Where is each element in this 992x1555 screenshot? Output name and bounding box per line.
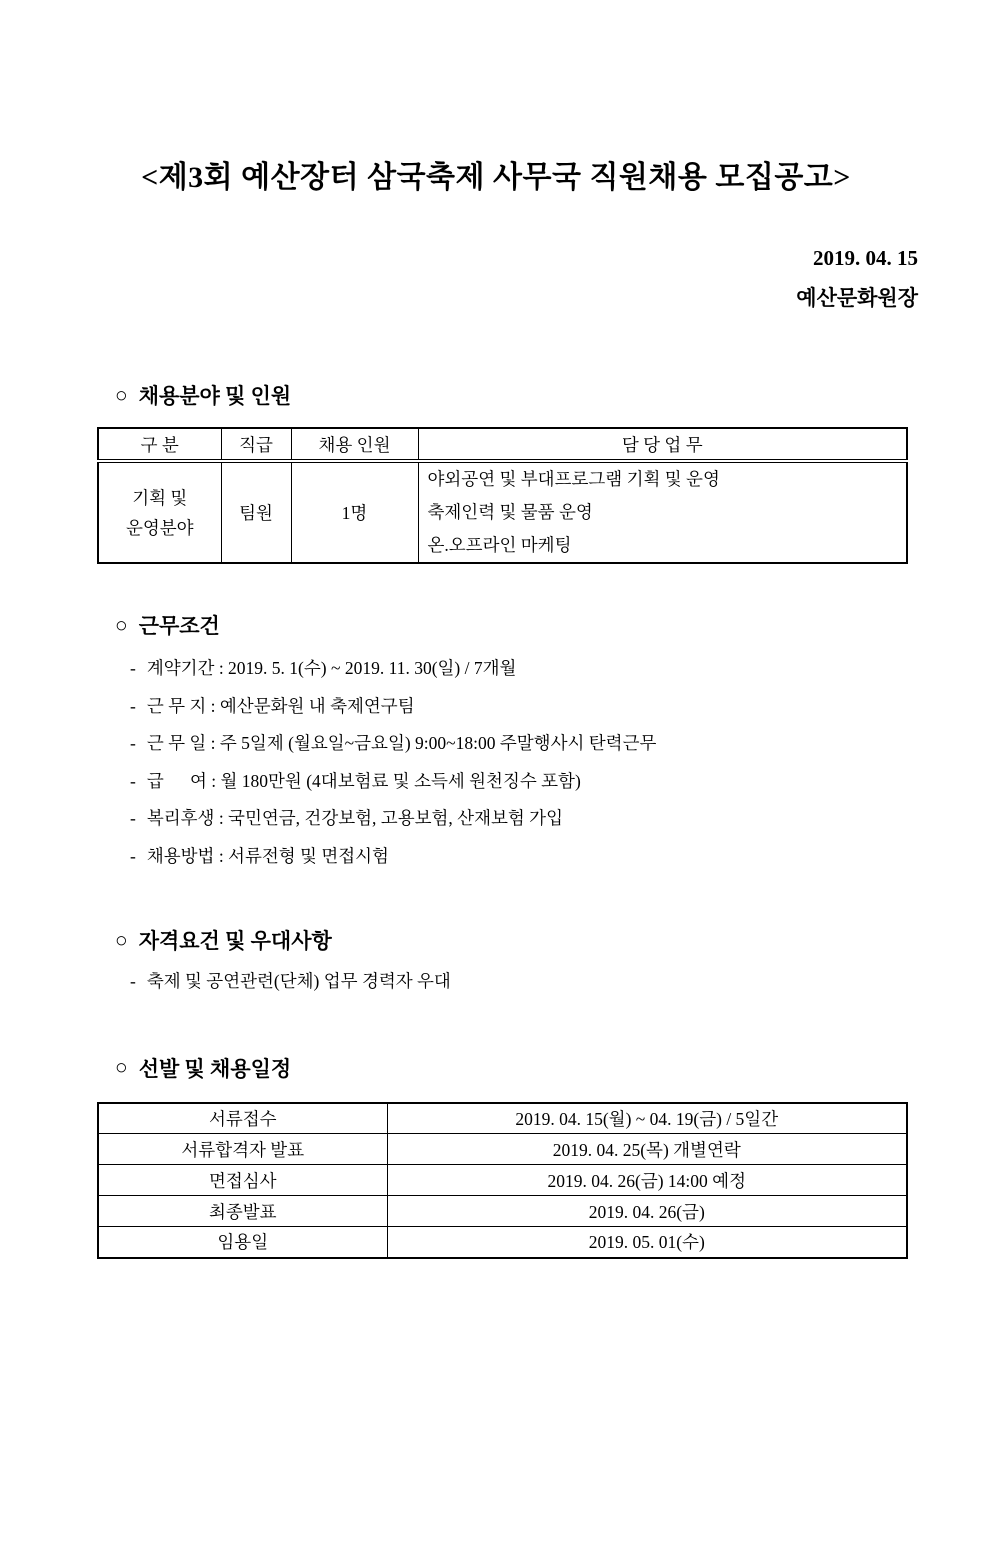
col-header-duties: 담 당 업 무 [418, 428, 907, 461]
document-body [0, 380, 992, 1259]
col-header-position: 직급 [221, 428, 291, 461]
list-item [97, 650, 908, 688]
circle-bullet-icon: ○ [115, 927, 128, 952]
schedule-step-value: 2019. 04. 26(금) [387, 1196, 907, 1227]
list-item [97, 688, 908, 726]
qualifications-list [97, 963, 908, 1001]
section-heading-recruitment [97, 380, 908, 410]
list-item-text: 근 무 일 : 주 5일제 (월요일~금요일) 9:00~18:00 주말행사시 탄력근무 [146, 733, 657, 753]
table-row [98, 1165, 907, 1196]
cell-category [98, 461, 221, 563]
byline [0, 238, 992, 318]
list-item [97, 963, 908, 1001]
table-row [98, 1227, 907, 1258]
dash-bullet-icon: - [130, 845, 136, 866]
list-item-text: 복리후생 : 국민연금, 건강보험, 고용보험, 산재보험 가입 [146, 808, 563, 828]
duty-item: 축제인력 및 물품 운영 [427, 502, 593, 522]
table-row [98, 1196, 907, 1227]
duty-item: 온.오프라인 마케팅 [427, 535, 572, 555]
section-heading-conditions [97, 610, 908, 640]
cell-count: 1명 [291, 461, 418, 563]
table-header-row [98, 428, 907, 461]
schedule-step-label: 최종발표 [98, 1196, 387, 1227]
section-heading-schedule [97, 1053, 908, 1083]
list-item-text: 축제 및 공연관련(단체) 업무 경력자 우대 [146, 971, 451, 991]
dash-bullet-icon: - [130, 770, 136, 791]
circle-bullet-icon: ○ [115, 612, 128, 637]
section-heading-qualifications [97, 925, 908, 955]
duty-item: 야외공연 및 부대프로그램 기획 및 운영 [427, 469, 720, 489]
col-header-category: 구 분 [98, 428, 221, 461]
list-item [97, 725, 908, 763]
schedule-step-label: 면접심사 [98, 1165, 387, 1196]
list-item-text: 채용방법 : 서류전형 및 면접시험 [146, 845, 389, 866]
category-line-2: 운영분야 [125, 517, 194, 538]
circle-bullet-icon: ○ [115, 1055, 128, 1079]
document-issuer: 예산문화원장 [796, 286, 918, 310]
dash-bullet-icon: - [130, 808, 136, 828]
dash-bullet-icon: - [130, 971, 136, 991]
document-date: 2019. 04. 15 [813, 246, 918, 270]
section-heading-label: 근무조건 [138, 614, 220, 638]
col-header-count: 채용 인원 [291, 428, 418, 461]
section-heading-label: 선발 및 채용일정 [138, 1056, 292, 1081]
list-item [97, 800, 908, 838]
list-item [97, 763, 908, 801]
cell-position: 팀원 [221, 461, 291, 563]
schedule-step-value: 2019. 04. 26(금) 14:00 예정 [387, 1165, 907, 1196]
cell-duties [418, 461, 907, 563]
category-line-1: 기획 및 [132, 487, 188, 508]
table-row [98, 461, 907, 563]
conditions-list [97, 650, 908, 875]
schedule-step-value: 2019. 04. 25(목) 개별연락 [387, 1134, 907, 1165]
dash-bullet-icon: - [130, 658, 136, 678]
document-page [0, 152, 992, 1555]
table-row [98, 1103, 907, 1134]
list-item [97, 838, 908, 876]
recruitment-table [97, 427, 908, 564]
section-heading-label: 채용분야 및 인원 [138, 384, 292, 408]
schedule-step-value: 2019. 05. 01(수) [387, 1227, 907, 1258]
list-item-text: 계약기간 : 2019. 5. 1(수) ~ 2019. 11. 30(일) / 7개월 [146, 658, 517, 678]
schedule-step-label: 서류접수 [98, 1103, 387, 1134]
section-heading-label: 자격요건 및 우대사항 [138, 929, 332, 953]
dash-bullet-icon: - [130, 733, 136, 753]
list-item-text: 근 무 지 : 예산문화원 내 축제연구팀 [146, 695, 415, 716]
table-row [98, 1134, 907, 1165]
circle-bullet-icon: ○ [115, 382, 128, 407]
schedule-step-value: 2019. 04. 15(월) ~ 04. 19(금) / 5일간 [387, 1103, 907, 1134]
schedule-step-label: 서류합격자 발표 [98, 1134, 387, 1165]
schedule-step-label: 임용일 [98, 1227, 387, 1258]
list-item-text: 급 여 : 월 180만원 (4대보험료 및 소득세 원천징수 포함) [146, 770, 581, 791]
schedule-table [97, 1102, 908, 1259]
dash-bullet-icon: - [130, 695, 136, 716]
page-title: <제3회 예산장터 삼국축제 사무국 직원채용 모집공고> [141, 161, 851, 194]
